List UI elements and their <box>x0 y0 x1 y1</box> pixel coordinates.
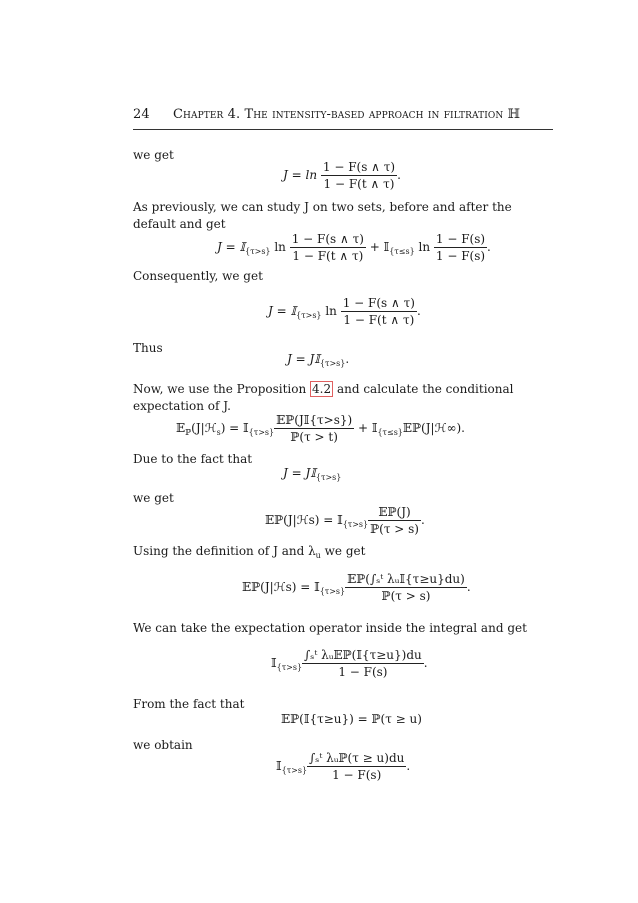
equation-2: J = 𝕀$_{\{\tau>s\}}$ ln $\frac{1 - F(s \wedge \tau)}{1 - F(t \wedge \tau)}$ + 𝕀$_{\{\tau\le s\}}$ ln $\frac{1 - F(s)}{1 - F(s)}$ . <box>217 232 491 263</box>
running-header <box>133 107 553 125</box>
proposition-link[interactable]: 4.2 <box>312 382 332 396</box>
paragraph-we-obtain: we obtain <box>133 738 193 752</box>
equation-11: 𝕀$_{\{\tau>s\}}$ $\frac{\text{∫ₛᵗ λᵤℙ(τ ≥ u)du}}{1 - F(s)}$ . <box>276 751 411 782</box>
equation-8: 𝔼ℙ(J|ℋs) = 𝕀$_{\{\tau>s\}}$ $\frac{\text{𝔼ℙ(∫ₛᵗ λᵤ𝕀\{τ≥u\}du)}}{\text{ℙ(τ > s)}}$ . <box>242 572 471 603</box>
paragraph-from-fact: From the fact that <box>133 697 245 711</box>
paragraph-thus: Thus <box>133 341 163 355</box>
paragraph-using-definition: Using the definition of J and $\lambda_u$ we get <box>133 544 366 560</box>
equation-6: J = J𝕀$_{\{\tau>s\}}$ <box>283 466 342 482</box>
fraction: $\frac{1 - F(s \wedge \tau)}{1 - F(t \wedge \tau)}$ <box>322 160 396 191</box>
page-number: 24 <box>133 107 150 122</box>
paragraph-now-we-use: Now, we use the Proposition 4.2 and calculate the conditional expectation of J. <box>133 382 514 413</box>
chapter-title: Chapter 4. The intensity-based approach in filtration ℍ <box>173 107 520 122</box>
equation-1: J = ln $\frac{1 - F(s \wedge \tau)}{1 - F(t \wedge \tau)}$ . <box>283 160 401 191</box>
equation-3: J = 𝕀$_{\{\tau>s\}}$ ln $\frac{1 - F(s \wedge \tau)}{1 - F(t \wedge \tau)}$ . <box>268 296 421 327</box>
equation-9: 𝕀$_{\{\tau>s\}}$ $\frac{\text{∫ₛᵗ λᵤ𝔼ℙ(𝕀\{τ≥u\})du}}{1 - F(s)}$ . <box>271 648 428 679</box>
paragraph-as-previously: As previously, we can study J on two sets, before and after the default and get <box>133 200 512 231</box>
equation-7: 𝔼ℙ(J|ℋs) = 𝕀$_{\{\tau>s\}}$ $\frac{\text{𝔼ℙ(J)}}{\text{ℙ(τ > s)}}$ . <box>265 505 425 536</box>
paragraph-expectation-operator: We can take the expectation operator inside the integral and get <box>133 621 527 635</box>
equation-5: 𝔼$_ℙ$(J|ℋ$_s$) = 𝕀$_{\{\tau>s\}}$ $\frac{\text{𝔼ℙ(J𝕀\{τ>s\})}}{\text{ℙ(τ > t)}}$ + 𝕀$_{\{\tau\le s\}}$𝔼ℙ(J|ℋ∞). <box>176 413 465 444</box>
header-rule <box>133 129 553 130</box>
paragraph-due-to: Due to the fact that <box>133 452 253 466</box>
equation-4: J = J𝕀$_{\{\tau>s\}}$. <box>287 352 350 368</box>
equation-10: 𝔼ℙ(𝕀{τ≥u}) = ℙ(τ ≥ u) <box>281 712 422 726</box>
paragraph-consequently: Consequently, we get <box>133 269 263 283</box>
paragraph-we-get-2: we get <box>133 491 174 505</box>
paragraph-we-get-1: we get <box>133 148 174 162</box>
